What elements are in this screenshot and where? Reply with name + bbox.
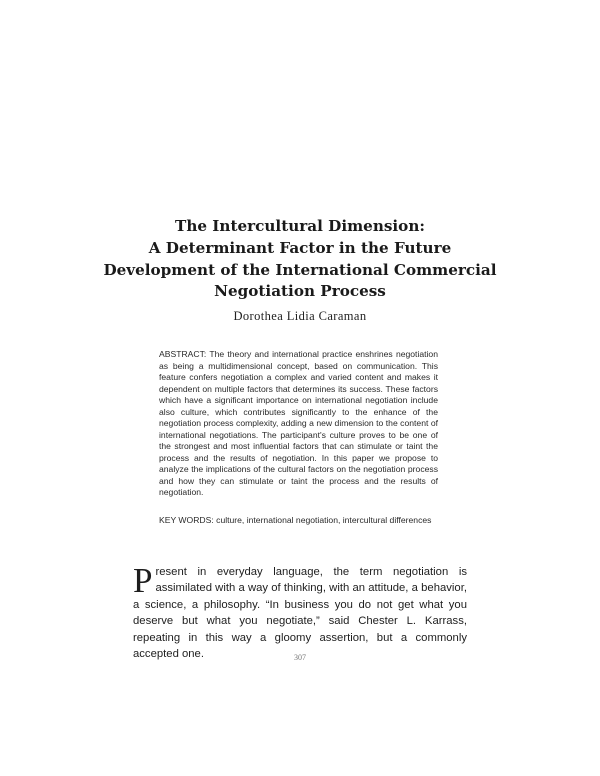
keywords: KEY WORDS: culture, international negotiation, intercultural differences [159,515,432,525]
title-line-3: Development of the International Commercial [103,260,497,279]
abstract [159,349,438,499]
title-line-1: The Intercultural Dimension: [175,217,425,235]
drop-cap: P [133,561,153,600]
body-paragraph [133,561,467,662]
page-number: 307 [294,653,306,662]
title-line-4: Negotiation Process [214,282,386,301]
author-name: Dorothea Lidia Caraman [233,309,367,323]
paper-title [100,216,500,303]
body-text: resent in everyday language, the term negotiation is assimilated with a way of thinking, with an attitude, a behavior, a science, a philosophy. “In business you do not get what you deserve but what you negotiate,” said Chester L. Karrass, repeating in this way a gloomy assertion, but a commonly accepted one. [133,566,467,661]
title-line-2: A Determinant Factor in the Future [148,238,452,257]
abstract-text: ABSTRACT: The theory and international practice enshrines negotiation as being a multidimensional concept, based on communication. This feature confers negotiation a complex and varied content and makes it dependent on multiple factors that determines its success. These factors which have a significant importance on international negotiation include also culture, which contributes significantly to the enhance of the negotiation process complexity, adding a new dimension to the content of international negotiations. The participant's culture proves to be one of the strongest and most influential factors that can stimulate or taint the process and the results of negotiation. In this paper we propose to analyze the implications of the cultural factors on the negotiation process and how they can stimulate or taint the process and the results of negotiation. [159,349,438,497]
